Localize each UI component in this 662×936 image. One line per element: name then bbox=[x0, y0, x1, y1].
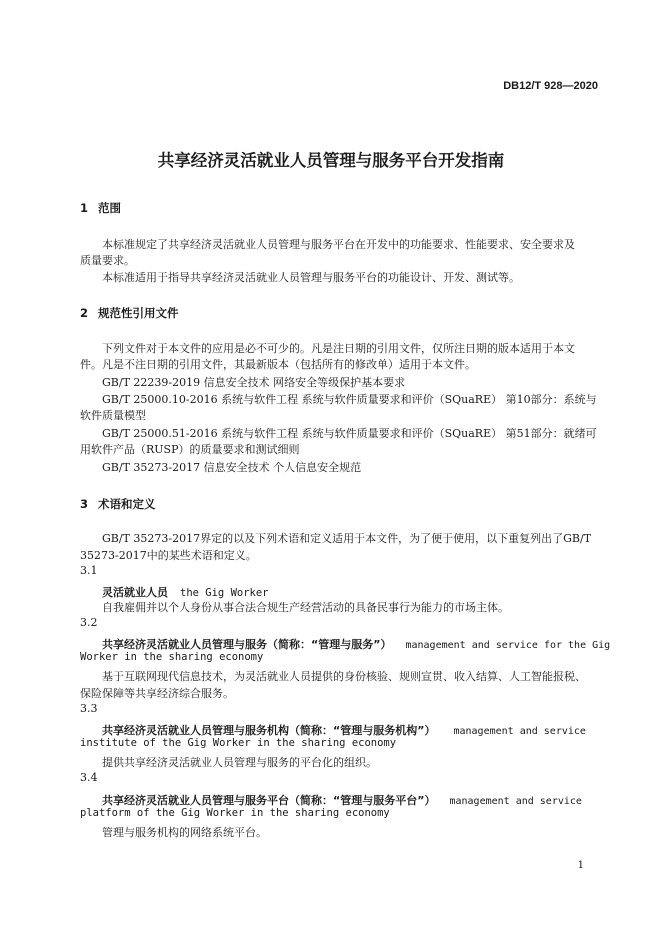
reference-item-cont: 用软件产品（RUSP）的质量要求和测试细则 bbox=[80, 443, 300, 456]
reference-item: GB/T 35273-2017 信息安全技术 个人信息安全规范 bbox=[102, 461, 362, 474]
section-title: 范围 bbox=[98, 201, 121, 215]
reference-item-cont: 软件质量模型 bbox=[80, 409, 146, 422]
section-number: 3 bbox=[80, 497, 89, 511]
term-number: 3.3 bbox=[80, 702, 98, 715]
term-chinese: 灵活就业人员 bbox=[102, 586, 168, 599]
section-title: 规范性引用文件 bbox=[98, 306, 179, 320]
term-english: the Gig Worker bbox=[180, 587, 269, 599]
paragraph-line: GB/T 35273-2017界定的以及下列术语和定义适用于本文件，为了便于使用，以下重复列出了GB/T bbox=[102, 532, 592, 545]
term-chinese: 共享经济灵活就业人员管理与服务机构（简称：“管理与服务机构”） bbox=[102, 724, 436, 737]
paragraph-line: 35273-2017中的某些术语和定义。 bbox=[80, 549, 257, 562]
term-english-cont: institute of the Gig Worker in the sharing economy bbox=[80, 737, 397, 749]
term-chinese: 共享经济灵活就业人员管理与服务（简称：“管理与服务”） bbox=[102, 638, 392, 651]
section-3-heading bbox=[80, 496, 156, 512]
term-chinese: 共享经济灵活就业人员管理与服务平台（简称：“管理与服务平台”） bbox=[102, 794, 436, 807]
term-definition: 自我雇佣并以个人身份从事合法合规生产经营活动的具备民事行为能力的市场主体。 bbox=[102, 601, 509, 614]
term-number: 3.2 bbox=[80, 616, 98, 629]
term-number: 3.4 bbox=[80, 771, 98, 784]
term-heading bbox=[102, 719, 586, 738]
page-number: 1 bbox=[577, 860, 584, 871]
document-title: 共享经济灵活就业人员管理与服务平台开发指南 bbox=[157, 151, 505, 170]
paragraph-line: 本标准适用于指导共享经济灵活就业人员管理与服务平台的功能设计、开发、测试等。 bbox=[102, 271, 520, 284]
section-number: 2 bbox=[80, 306, 89, 320]
section-number: 1 bbox=[80, 201, 89, 215]
term-heading bbox=[102, 633, 610, 652]
paragraph-line: 件。凡是不注日期的引用文件，其最新版本（包括所有的修改单）适用于本文件。 bbox=[80, 358, 476, 371]
term-english-cont: platform of the Gig Worker in the sharing economy bbox=[80, 807, 390, 819]
term-english: management and service for the Gig bbox=[405, 640, 611, 651]
section-title: 术语和定义 bbox=[98, 497, 156, 511]
term-definition: 基于互联网现代信息技术，为灵活就业人员提供的身份核验、规则宣贯、收入结算、人工智能报税、 bbox=[102, 670, 586, 683]
paragraph-line: 本标准规定了共享经济灵活就业人员管理与服务平台在开发中的功能要求、性能要求、安全要求及 bbox=[102, 238, 575, 251]
term-english: management and service bbox=[453, 726, 586, 737]
section-1-heading bbox=[80, 200, 121, 216]
paragraph-line: 下列文件对于本文件的应用是必不可少的。凡是注日期的引用文件，仅所注日期的版本适用于本文 bbox=[102, 342, 575, 355]
term-english: management and service bbox=[449, 796, 582, 807]
term-heading bbox=[102, 581, 269, 600]
term-definition: 提供共享经济灵活就业人员管理与服务的平台化的组织。 bbox=[102, 756, 377, 769]
term-definition-cont: 保险保障等共享经济综合服务。 bbox=[80, 687, 234, 700]
term-definition: 管理与服务机构的网络系统平台。 bbox=[102, 826, 267, 839]
paragraph-line: 质量要求。 bbox=[80, 254, 135, 267]
reference-item: GB/T 22239-2019 信息安全技术 网络安全等级保护基本要求 bbox=[102, 376, 406, 389]
standard-code: DB12/T 928—2020 bbox=[503, 80, 598, 92]
reference-item: GB/T 25000.51-2016 系统与软件工程 系统与软件质量要求和评价（SQuaRE） 第51部分：就绪可 bbox=[102, 427, 597, 440]
term-number: 3.1 bbox=[80, 564, 98, 577]
term-heading bbox=[102, 789, 582, 808]
reference-item: GB/T 25000.10-2016 系统与软件工程 系统与软件质量要求和评价（SQuaRE） 第10部分：系统与 bbox=[102, 393, 597, 406]
term-english-cont: Worker in the sharing economy bbox=[80, 651, 264, 663]
section-2-heading bbox=[80, 305, 179, 321]
